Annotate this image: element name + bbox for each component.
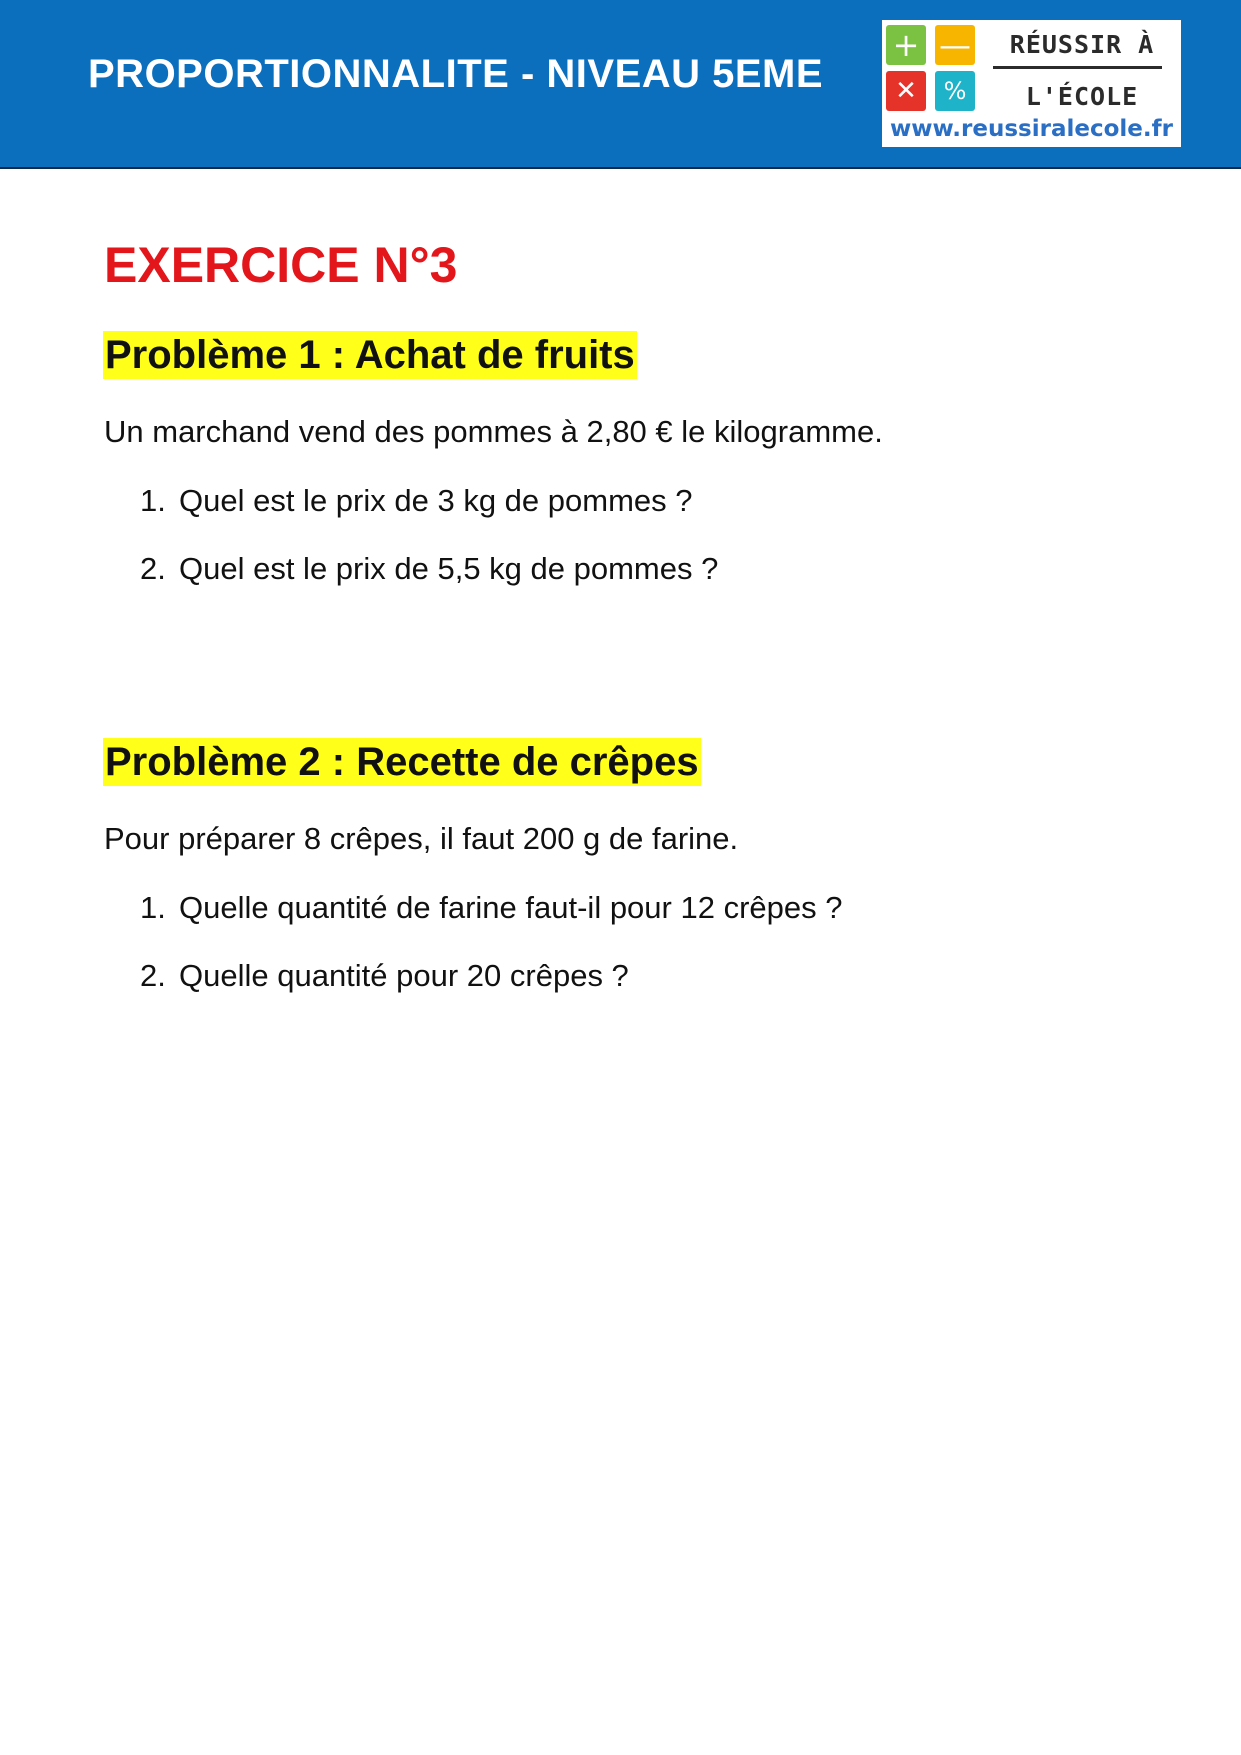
header-title: PROPORTIONNALITE - NIVEAU 5EME: [88, 52, 824, 96]
logo-divider: [993, 66, 1162, 69]
question-number: 1.: [140, 483, 166, 518]
problem-1-question-1: [140, 483, 692, 519]
problem-1-intro: Un marchand vend des pommes à 2,80 € le kilogramme.: [104, 414, 883, 449]
logo-url[interactable]: www.reussiralecole.fr: [890, 116, 1173, 142]
problem-2-heading: Problème 2 : Recette de crêpes: [105, 740, 699, 784]
question-text: Quelle quantité de farine faut-il pour 12 crêpes ?: [179, 890, 843, 925]
problem-2-question-1: [140, 890, 842, 926]
problem-2-question-2: [140, 958, 629, 994]
logo-text-line2: L'ÉCOLE: [1025, 82, 1139, 111]
plus-icon: +: [886, 25, 926, 65]
question-number: 2.: [140, 551, 166, 586]
question-text: Quel est le prix de 3 kg de pommes ?: [179, 483, 693, 518]
question-text: Quel est le prix de 5,5 kg de pommes ?: [179, 551, 719, 586]
question-text: Quelle quantité pour 20 crêpes ?: [179, 958, 629, 993]
minus-icon: —: [935, 25, 975, 65]
logo-text-line1: RÉUSSIR À: [1009, 30, 1155, 59]
site-logo: [882, 20, 1181, 147]
problem-1-heading: Problème 1 : Achat de fruits: [105, 333, 635, 377]
times-icon: ✕: [886, 71, 926, 111]
problem-2-intro: Pour préparer 8 crêpes, il faut 200 g de farine.: [104, 821, 739, 856]
percent-icon: %: [935, 71, 975, 111]
page-header: [0, 0, 1241, 169]
problem-1-question-2: [140, 551, 718, 587]
question-number: 1.: [140, 890, 166, 925]
question-number: 2.: [140, 958, 166, 993]
exercise-title: EXERCICE N°3: [104, 237, 458, 293]
